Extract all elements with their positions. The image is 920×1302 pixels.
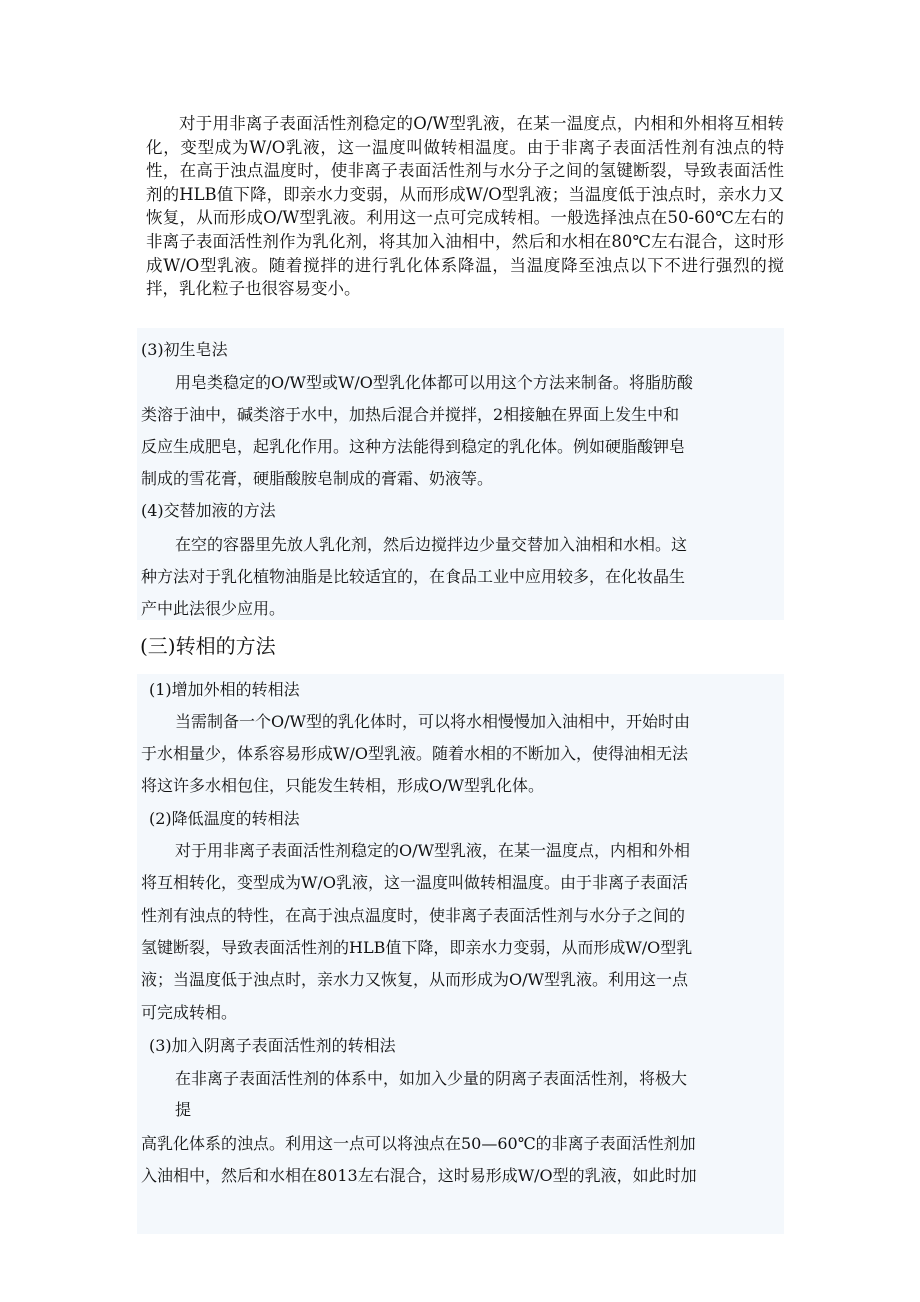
paragraph-line: 在空的容器里先放人乳化剂，然后边搅拌边少量交替加入油相和水相。这 [175, 535, 688, 554]
paragraph-line: 当需制备一个O/W型的乳化体时，可以将水相慢慢加入油相中，开始时由 [175, 712, 690, 731]
intro-paragraph: 对于用非离子表面活性剂稳定的O/W型乳液，在某一温度点，内相和外相将互相转化，变型成为W/O乳液，这一温度叫做转相温度。由于非离子表面活性剂有浊点的特性，在高于浊点温度时，使非离子表面活性剂与水分子之间的氢键断裂，导致表面活性剂的HLB值下降，即亲水力变弱，从而形成W/O型乳液；当温度低于浊点时，亲水力又恢复，从而形成O/W型乳液。利用这一点可完成转相。一般选择浊点在50-60℃左右的非离子表面活性剂作为乳化剂，将其加入油相中，然后和水相在80℃左右混合，这时形成W/O型乳液。随着搅拌的进行乳化体系降温，当温度降至浊点以下不进行强烈的搅拌，乳化粒子也很容易变小。 [146, 114, 784, 299]
paragraph-line: 于水相量少，体系容易形成W/O型乳液。随着水相的不断加入，使得油相无法 [141, 744, 688, 763]
paragraph-line: 将这许多水相包住，只能发生转相，形成O/W型乳化体。 [141, 776, 544, 795]
paragraph-line: 将互相转化，变型成为W/O乳液，这一温度叫做转相温度。由于非离子表面活 [141, 873, 688, 892]
paragraph-line: 可完成转相。 [141, 1003, 238, 1022]
paragraph-line: 性剂有浊点的特性，在高于浊点温度时，使非离子表面活性剂与水分子之间的 [141, 906, 686, 925]
method-heading-lower-temp: (2)降低温度的转相法 [149, 809, 300, 828]
paragraph-line: 反应生成肥皂，起乳化作用。这种方法能得到稳定的乳化体。例如硬脂酸钾皂 [141, 437, 686, 456]
paragraph-line: 种方法对于乳化植物油脂是比较适宜的，在食品工业中应用较多，在化妆晶生 [141, 567, 686, 586]
method-heading-outer-phase: (1)增加外相的转相法 [149, 680, 300, 699]
paragraph-line: 高乳化体系的浊点。利用这一点可以将浊点在50—60℃的非离子表面活性剂加 [141, 1134, 696, 1153]
section-heading-phase-inversion: (三)转相的方法 [140, 634, 276, 658]
paragraph-line: 在非离子表面活性剂的体系中，如加入少量的阴离子表面活性剂，将极大 [175, 1069, 688, 1088]
section-heading-alternating: (4)交替加液的方法 [141, 501, 276, 520]
paragraph-line: 入油相中，然后和水相在8013左右混合，这时易形成W/O型的乳液，如此时加 [141, 1166, 697, 1185]
paragraph-line: 提 [175, 1100, 192, 1119]
paragraph-line: 氢键断裂，导致表面活性剂的HLB值下降，即亲水力变弱，从而形成W/O型乳 [141, 938, 693, 957]
paragraph-line: 用皂类稳定的O/W型或W/O型乳化体都可以用这个方法来制备。将脂肪酸 [175, 373, 693, 392]
paragraph-line: 液；当温度低于浊点时，亲水力又恢复，从而形成为O/W型乳液。利用这一点 [141, 970, 688, 989]
paragraph-line: 对于用非离子表面活性剂稳定的O/W型乳液，在某一温度点，内相和外相 [175, 841, 690, 860]
paragraph-line: 产中此法很少应用。 [141, 599, 286, 618]
section-heading-soap: (3)初生皂法 [141, 340, 228, 359]
paragraph-line: 制成的雪花膏，硬脂酸胺皂制成的膏霜、奶液等。 [141, 469, 494, 488]
paragraph-line: 类溶于油中，碱类溶于水中，加热后混合并搅拌，2相接触在界面上发生中和 [141, 405, 680, 424]
method-heading-anionic: (3)加入阴离子表面活性剂的转相法 [149, 1036, 396, 1055]
